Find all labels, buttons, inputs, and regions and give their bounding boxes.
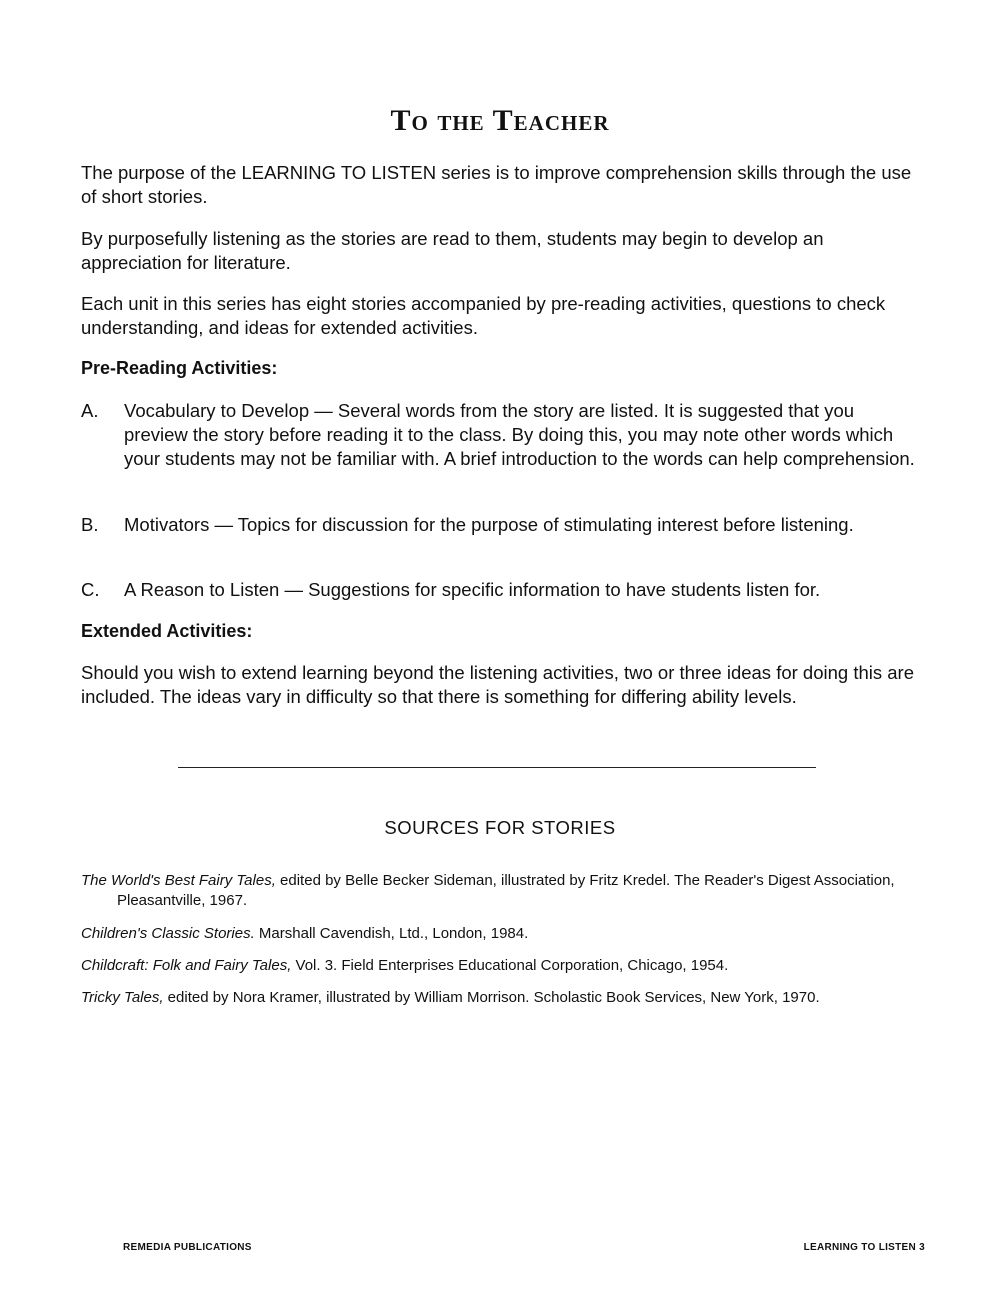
- source-title: Children's Classic Stories.: [81, 925, 255, 942]
- source-entry: [81, 871, 926, 911]
- page-title: To the Teacher: [390, 104, 610, 138]
- item-letter: B.: [81, 514, 99, 535]
- source-entry: [81, 988, 926, 1008]
- source-details: edited by Belle Becker Sideman, illustrated by Fritz Kredel. The Reader's Digest Association, Pleasantville, 1967.: [117, 872, 895, 909]
- extended-activities-text: Should you wish to extend learning beyond the listening activities, two or three ideas for doing this are included. The ideas vary in difficulty so that there is something for differing ability levels.: [81, 662, 914, 707]
- source-title: Childcraft: Folk and Fairy Tales,: [81, 957, 292, 974]
- item-letter: A.: [81, 400, 99, 421]
- extended-activities-heading: Extended Activities:: [81, 621, 253, 641]
- item-letter: C.: [81, 579, 100, 600]
- source-title: The World's Best Fairy Tales,: [81, 872, 276, 889]
- item-text: Motivators — Topics for discussion for the purpose of stimulating interest before listening.: [124, 514, 854, 535]
- source-entry: [81, 924, 926, 944]
- pre-reading-item-c: [81, 578, 921, 602]
- sources-heading: SOURCES FOR STORIES: [384, 817, 616, 838]
- intro-paragraph-listening: By purposefully listening as the stories are read to them, students may begin to develop an appreciation for literature.: [81, 228, 824, 273]
- intro-paragraph-units: Each unit in this series has eight stories accompanied by pre-reading activities, questions to check understanding, and ideas for extended activities.: [81, 293, 886, 338]
- source-title: Tricky Tales,: [81, 989, 164, 1006]
- footer-page-number: LEARNING TO LISTEN 3: [803, 1242, 925, 1253]
- section-divider: [178, 767, 816, 768]
- source-entry: [81, 956, 926, 976]
- pre-reading-heading: Pre-Reading Activities:: [81, 358, 278, 378]
- footer-publisher: REMEDIA PUBLICATIONS: [123, 1242, 252, 1253]
- pre-reading-item-b: [81, 513, 921, 537]
- item-text: Vocabulary to Develop — Several words from the story are listed. It is suggested that you preview the story before reading it to the class. By doing this, you may note other words which your students may not be familiar with. A brief introduction to the words can help comprehension.: [124, 400, 915, 469]
- pre-reading-item-a: [81, 399, 921, 471]
- item-text: A Reason to Listen — Suggestions for specific information to have students listen for.: [124, 579, 821, 600]
- source-details: Marshall Cavendish, Ltd., London, 1984.: [254, 925, 529, 942]
- intro-paragraph-purpose: The purpose of the LEARNING TO LISTEN series is to improve comprehension skills through the use of short stories.: [81, 162, 912, 207]
- source-details: Vol. 3. Field Enterprises Educational Corporation, Chicago, 1954.: [291, 957, 729, 974]
- source-details: edited by Nora Kramer, illustrated by William Morrison. Scholastic Book Services, New York, 1970.: [163, 989, 820, 1006]
